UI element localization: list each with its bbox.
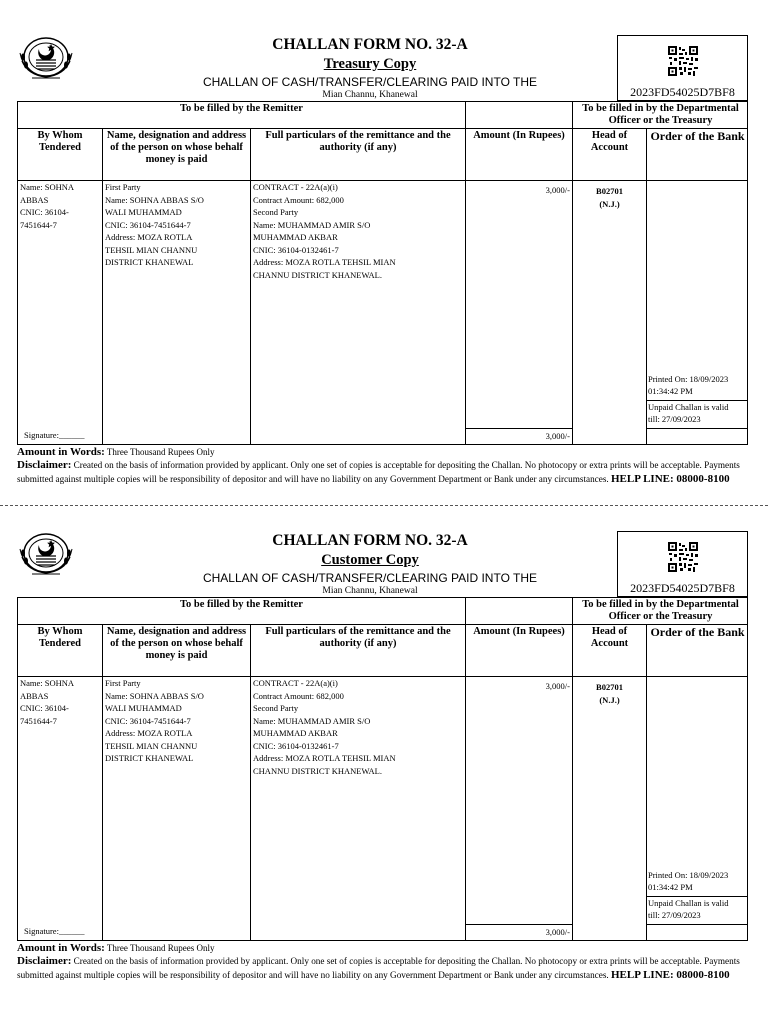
qr-code-icon bbox=[668, 46, 698, 76]
tendered-by: Name: SOHNA ABBAS CNIC: 36104- 7451644-7 bbox=[20, 678, 75, 726]
qr-box bbox=[617, 35, 748, 101]
total-amount: 3,000/- bbox=[545, 431, 570, 441]
amount-value: 3,000/- bbox=[545, 681, 570, 691]
valid-till: Unpaid Challan is valid till: 27/09/2023 bbox=[648, 402, 729, 424]
department-header: To be filled in by the Departmental Officer or the Treasury bbox=[582, 103, 739, 126]
col-border bbox=[646, 128, 647, 444]
table-bottom-border bbox=[17, 940, 748, 941]
subtitle: CHALLAN OF CASH/TRANSFER/CLEARING PAID INTO THE bbox=[202, 75, 538, 89]
remittance-particulars: CONTRACT - 22A(a)(i) Contract Amount: 682,000 Second Party Name: MUHAMMAD AMIR S/O MUHAMMAD AKBAR CNIC: 36104-0132461-7 Address: MOZA ROTLA TEHSIL MIAN CHANNU DISTRICT KHANEWAL. bbox=[253, 182, 396, 280]
col-border bbox=[572, 101, 573, 444]
col-particulars: Full particulars of the remittance and the authority (if any) bbox=[265, 626, 451, 649]
col-border bbox=[102, 624, 103, 940]
table-top-border bbox=[17, 101, 748, 102]
qr-box bbox=[617, 531, 748, 597]
form-title: CHALLAN FORM NO. 32-A bbox=[272, 36, 468, 53]
treasury-copy bbox=[0, 0, 768, 500]
col-border bbox=[572, 597, 573, 940]
amount-words-value: Three Thousand Rupees Only bbox=[106, 943, 215, 953]
department-header: To be filled in by the Departmental Officer or the Treasury bbox=[582, 599, 739, 622]
printed-on: Printed On: 18/09/2023 01:34:42 PM bbox=[648, 870, 729, 892]
head-code: B02701 bbox=[596, 186, 623, 196]
col-particulars: Full particulars of the remittance and the authority (if any) bbox=[265, 130, 451, 153]
col-border bbox=[646, 624, 647, 940]
amount-words-label: Amount in Words: bbox=[17, 942, 105, 954]
helpline: HELP LINE: 08000-8100 bbox=[611, 968, 730, 981]
col-name-designation: Name, designation and address of the person on whose behalf money is paid bbox=[106, 130, 247, 165]
challan-id: 2023FD54025D7BF8 bbox=[630, 581, 735, 595]
challan-id: 2023FD54025D7BF8 bbox=[630, 85, 735, 99]
total-row-border bbox=[465, 924, 572, 925]
disclaimer-text: Created on the basis of information provided by applicant. Only one set of copies is acceptable for depositing the Challan. No photocopy or extra prints will be acceptable. Payments submitted against multiple copies will be responsibility of depositor and will have no liability on any Government Department or Bank under any circumstances. bbox=[17, 460, 740, 484]
amount-in-words bbox=[17, 942, 214, 954]
table-top-border bbox=[17, 597, 748, 598]
head-sub: (N.J.) bbox=[599, 199, 620, 209]
col-border bbox=[747, 597, 748, 941]
col-name-designation: Name, designation and address of the person on whose behalf money is paid bbox=[106, 626, 247, 661]
col-by-whom: By Whom Tendered bbox=[37, 130, 83, 153]
col-border bbox=[250, 624, 251, 940]
col-border bbox=[465, 597, 466, 940]
helpline: HELP LINE: 08000-8100 bbox=[611, 472, 730, 485]
disclaimer-label: Disclaimer: bbox=[17, 955, 72, 967]
bank-cell-divider bbox=[646, 896, 747, 897]
col-order-of-bank: Order of the Bank bbox=[650, 625, 745, 639]
signature-line: Signature:______ bbox=[24, 430, 85, 440]
location: Mian Channu, Khanewal bbox=[322, 90, 418, 100]
col-border bbox=[102, 128, 103, 444]
valid-till: Unpaid Challan is valid till: 27/09/2023 bbox=[648, 898, 729, 920]
amount-value: 3,000/- bbox=[545, 185, 570, 195]
amount-words-label: Amount in Words: bbox=[17, 446, 105, 458]
col-amount: Amount (In Rupees) bbox=[473, 130, 565, 141]
disclaimer bbox=[17, 955, 752, 982]
customer-copy bbox=[0, 496, 768, 996]
head-code: B02701 bbox=[596, 682, 623, 692]
col-border bbox=[747, 101, 748, 445]
col-border bbox=[250, 128, 251, 444]
printed-on: Printed On: 18/09/2023 01:34:42 PM bbox=[648, 374, 729, 396]
group-header-border bbox=[17, 624, 748, 625]
col-head-of-account: Head of Account bbox=[590, 130, 629, 153]
total-row-border bbox=[465, 428, 572, 429]
disclaimer-label: Disclaimer: bbox=[17, 459, 72, 471]
on-behalf-of: First Party Name: SOHNA ABBAS S/O WALI MUHAMMAD CNIC: 36104-7451644-7 Address: MOZA ROTLA TEHSIL MIAN CHANNU DISTRICT KHANEWAL bbox=[105, 678, 204, 763]
bank-cell-divider bbox=[646, 924, 747, 925]
bank-cell-divider bbox=[646, 400, 747, 401]
col-border bbox=[465, 101, 466, 444]
signature-line: Signature:______ bbox=[24, 926, 85, 936]
on-behalf-of: First Party Name: SOHNA ABBAS S/O WALI MUHAMMAD CNIC: 36104-7451644-7 Address: MOZA ROTLA TEHSIL MIAN CHANNU DISTRICT KHANEWAL bbox=[105, 182, 204, 267]
tendered-by: Name: SOHNA ABBAS CNIC: 36104- 7451644-7 bbox=[20, 182, 75, 230]
remitter-header: To be filled by the Remitter bbox=[180, 103, 303, 114]
amount-in-words bbox=[17, 446, 214, 458]
head-sub: (N.J.) bbox=[599, 695, 620, 705]
copy-type: Treasury Copy bbox=[323, 56, 417, 72]
amount-words-value: Three Thousand Rupees Only bbox=[106, 447, 215, 457]
disclaimer-text: Created on the basis of information provided by applicant. Only one set of copies is acceptable for depositing the Challan. No photocopy or extra prints will be acceptable. Payments submitted against multiple copies will be responsibility of depositor and will have no liability on any Government Department or Bank under any circumstances. bbox=[17, 956, 740, 980]
group-header-border bbox=[17, 128, 748, 129]
remittance-particulars: CONTRACT - 22A(a)(i) Contract Amount: 682,000 Second Party Name: MUHAMMAD AMIR S/O MUHAMMAD AKBAR CNIC: 36104-0132461-7 Address: MOZA ROTLA TEHSIL MIAN CHANNU DISTRICT KHANEWAL. bbox=[253, 678, 396, 776]
subtitle: CHALLAN OF CASH/TRANSFER/CLEARING PAID INTO THE bbox=[202, 571, 538, 585]
col-order-of-bank: Order of the Bank bbox=[650, 129, 745, 143]
qr-code-icon bbox=[668, 542, 698, 572]
location: Mian Channu, Khanewal bbox=[322, 586, 418, 596]
punjab-emblem-logo bbox=[18, 527, 74, 579]
bank-cell-divider bbox=[646, 428, 747, 429]
col-head-of-account: Head of Account bbox=[590, 626, 629, 649]
punjab-emblem-logo bbox=[18, 31, 74, 83]
disclaimer bbox=[17, 459, 752, 486]
total-amount: 3,000/- bbox=[545, 927, 570, 937]
form-title: CHALLAN FORM NO. 32-A bbox=[272, 532, 468, 549]
copy-type: Customer Copy bbox=[321, 552, 419, 568]
col-amount: Amount (In Rupees) bbox=[473, 626, 565, 637]
remitter-header: To be filled by the Remitter bbox=[180, 599, 303, 610]
col-by-whom: By Whom Tendered bbox=[37, 626, 83, 649]
table-bottom-border bbox=[17, 444, 748, 445]
